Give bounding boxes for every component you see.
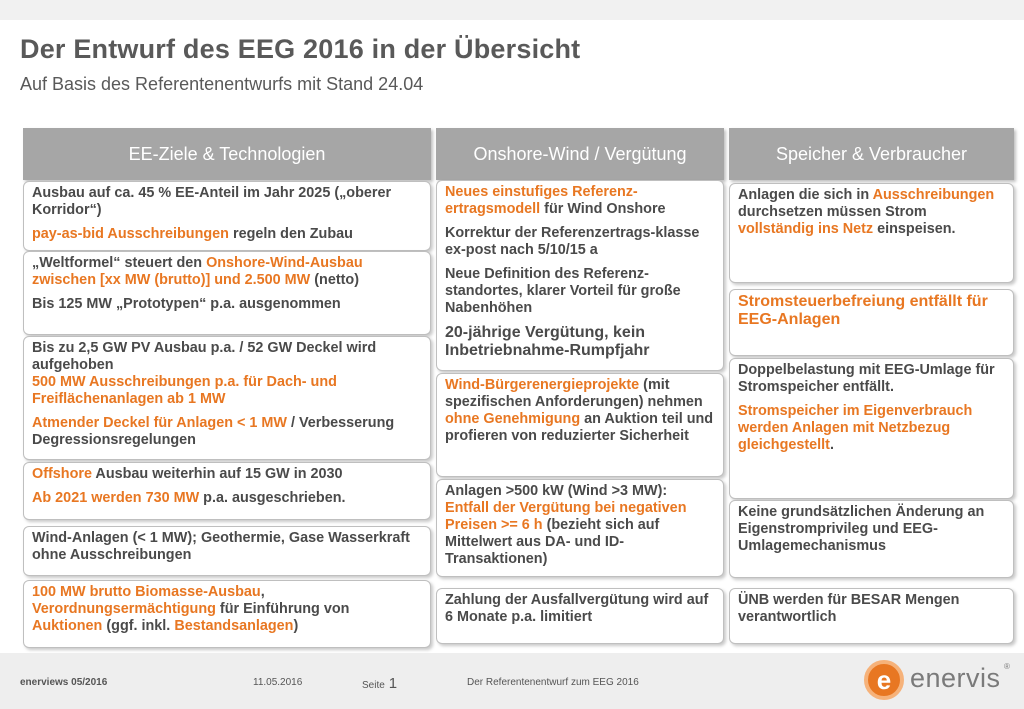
box-paragraph [32,530,422,564]
box-paragraph [738,362,1005,396]
info-box-eigenstromprivileg [729,500,1014,578]
box-paragraph [32,255,422,289]
body-text: Neue Definition des Referenz-standortes, klarer Vorteil für große Nabenhöhen [445,266,681,316]
highlight-text: pay-as-bid Ausschreibungen [32,226,229,242]
body-text: an Auktion teil und profieren von reduzierter Sicherheit [445,411,714,444]
footer-date: 11.05.2016 [253,677,303,688]
body-text: „Weltformel“ steuert den [32,255,207,271]
highlight-text: Atmender Deckel für Anlagen < 1 MW [32,415,287,431]
body-text: ) [293,618,299,634]
footer-page-label: Seite [362,680,385,691]
info-box-ausfallverguetung [436,588,724,644]
info-box-stromspeicher [729,358,1014,499]
body-text: p.a. ausgeschrieben. [199,490,346,506]
box-paragraph [445,225,715,259]
info-box-negative-preise [436,479,724,577]
slide-subtitle: Auf Basis des Referentenentwurfs mit Stand 24.04 [20,74,424,94]
body-text: Bis zu 2,5 GW PV Ausbau p.a. / 52 GW Deckel wird aufgehoben [32,340,377,373]
highlight-text: Offshore [32,466,92,482]
body-text: durchsetzen müssen Strom [738,204,927,220]
body-text: für Einführung von [215,601,350,617]
box-paragraph [32,226,422,243]
body-text: Keine grundsätzlichen Änderung an Eigenstromprivileg und EEG-Umlagemechanismus [738,504,985,554]
highlight-text: Stromspeicher im Eigenverbrauch werden Anlagen mit Netzbezug gleichgestellt [738,403,973,453]
box-paragraph [445,483,715,568]
logo-e-icon: e [864,660,904,700]
footer-series: enerviews 05/2016 [20,677,108,688]
body-text: Ausbau auf ca. 45 % EE-Anteil im Jahr 2025 („oberer Korridor“) [32,185,392,218]
info-box-biomasse [23,580,431,648]
info-box-ausschreibungen-netz [729,183,1014,283]
slide-title: Der Entwurf des EEG 2016 in der Übersicht [20,34,581,64]
box-paragraph [738,504,1005,555]
box-paragraph [32,340,422,408]
highlight-text: Wind-Bürgerenergieprojekte [445,377,640,393]
body-text: , [260,584,265,600]
highlight-text: Entfall der Vergütung bei negativen Preisen >= 6 h [445,500,687,533]
highlight-text: Neues einstufiges Referenz-ertragsmodell [445,184,638,217]
highlight-text: Onshore-Wind-Ausbau zwischen [xx MW (brutto)] und 2.500 MW [32,255,363,288]
body-text: (netto) [310,272,359,288]
box-paragraph [32,185,422,219]
body-text: Bis 125 MW „Prototypen“ p.a. ausgenommen [32,296,341,312]
info-box-offshore [23,462,431,520]
info-box-stromsteuer [729,289,1014,356]
body-text: . [829,437,834,453]
highlight-text: Bestandsanlagen [174,618,294,634]
footer-page [362,675,397,692]
highlight-text: 500 MW Ausschreibungen p.a. für Dach- und Freiflächenanlagen ab 1 MW [32,374,337,407]
info-box-buergerenergie [436,373,724,477]
box-paragraph [32,296,422,313]
info-box-pv-ausbau [23,336,431,460]
box-paragraph [738,187,1005,238]
body-text: / Verbesserung Degressionsregelungen [32,415,395,448]
body-text: regeln den Zubau [228,226,353,242]
box-paragraph [445,266,715,317]
body-text: Zahlung der Ausfallvergütung wird auf 6 Monate p.a. limitiert [445,592,709,625]
box-paragraph [445,377,715,445]
enervis-logo [864,656,1014,704]
box-paragraph [738,293,1005,329]
top-band [0,0,1024,20]
body-text: (bezieht sich auf Mittelwert aus DA- und ID-Transaktionen) [445,517,660,567]
highlight-text: vollständig ins Netz [738,221,874,237]
box-paragraph [32,415,422,449]
highlight-text: Verordnungsermächtigung [32,601,216,617]
body-text: ÜNB werden für BESAR Mengen verantwortlich [738,592,960,625]
highlight-text: 100 MW brutto Biomasse-Ausbau [32,584,261,600]
info-box-weltformel [23,251,431,335]
box-paragraph [445,592,715,626]
highlight-text: Stromsteuerbefreiung entfällt für EEG-Anlagen [738,293,988,328]
body-text: Doppelbelastung mit EEG-Umlage für Stromspeicher entfällt. [738,362,995,395]
box-paragraph [32,490,422,507]
box-paragraph [738,403,1005,454]
body-text: für Wind Onshore [540,201,666,217]
box-paragraph [32,584,422,635]
body-text: Anlagen >500 kW (Wind >3 MW): [445,483,668,499]
body-text: Ausbau weiterhin auf 15 GW in 2030 [91,466,343,482]
body-text: einspeisen. [873,221,956,237]
info-box-uenb-besar [729,588,1014,644]
box-paragraph [445,184,715,218]
highlight-text: ohne Genehmigung [445,411,581,427]
highlight-text: Ab 2021 werden 730 MW [32,490,200,506]
body-text: Anlagen die sich in [738,187,873,203]
box-paragraph [32,466,422,483]
footer-page-number: 1 [388,675,398,692]
box-paragraph [738,592,1005,626]
body-text: Wind-Anlagen (< 1 MW); Geothermie, Gase Wasserkraft ohne Ausschreibungen [32,530,410,563]
logo-registered-mark: ® [1004,662,1010,671]
body-text: Korrektur der Referenzertrags-klasse ex-post nach 5/10/15 a [445,225,700,258]
box-paragraph [445,324,715,360]
info-box-ausbau-ziel [23,181,431,251]
body-text: (ggf. inkl. [102,618,175,634]
highlight-text: Auktionen [32,618,103,634]
column-header-onshore-wind: Onshore-Wind / Vergütung [436,128,724,180]
column-header-speicher: Speicher & Verbraucher [729,128,1014,180]
column-header-ee-ziele: EE-Ziele & Technologien [23,128,431,180]
info-box-wind-klein [23,526,431,576]
body-text: 20-jährige Vergütung, kein Inbetriebnahme-Rumpfjahr [445,324,650,359]
info-box-referenzertragsmodell [436,180,724,371]
highlight-text: Ausschreibungen [872,187,995,203]
footer-doc-title: Der Referentenentwurf zum EEG 2016 [467,677,639,688]
logo-wordmark: enervis [910,663,1001,693]
body-text: (mit spezifischen Anforderungen) nehmen [445,377,703,410]
